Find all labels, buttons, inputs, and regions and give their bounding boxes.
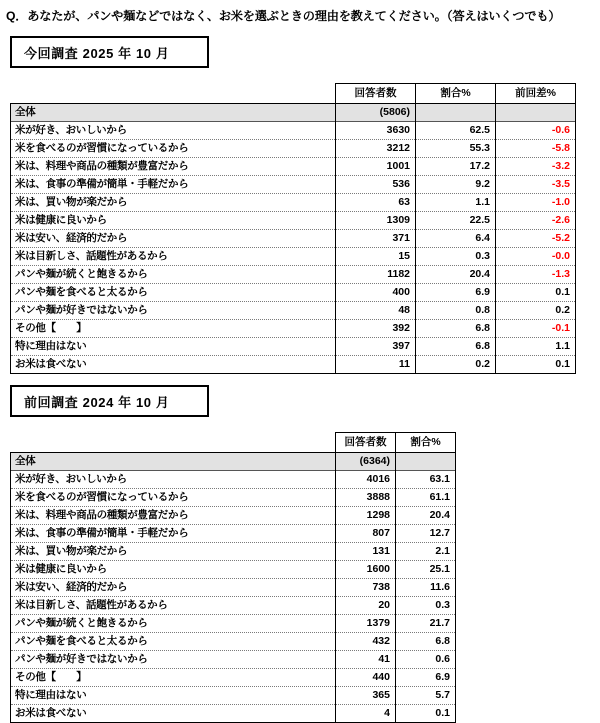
row-percent [416,104,496,122]
row-percent: 0.6 [396,651,456,669]
row-label: お米は食べない [11,356,336,374]
row-label: パンや麺が続くと飽きるから [11,615,336,633]
row-percent: 17.2 [416,158,496,176]
row-label: 米は健康に良いから [11,561,336,579]
table-row [11,669,456,687]
table-current-survey [10,83,576,374]
table-row [11,140,576,158]
table-row [11,194,576,212]
row-count: 20 [336,597,396,615]
row-diff: -2.6 [496,212,576,230]
row-count: (5806) [336,104,416,122]
row-percent: 11.6 [396,579,456,597]
row-count: 440 [336,669,396,687]
row-count: 392 [336,320,416,338]
table-row [11,633,456,651]
row-count: 400 [336,284,416,302]
table-row [11,284,576,302]
row-label: 米が好き、おいしいから [11,122,336,140]
row-label: 特に理由はない [11,338,336,356]
row-count: 4016 [336,471,396,489]
row-percent: 62.5 [416,122,496,140]
row-label: 米は安い、経済的だから [11,579,336,597]
table-row [11,615,456,633]
row-diff: -1.0 [496,194,576,212]
row-label: 米は、買い物が楽だから [11,194,336,212]
section-title-previous-survey: 前回調査 2024 年 10 月 [10,385,209,417]
row-label: パンや麺を食べると太るから [11,633,336,651]
table-row [11,597,456,615]
row-percent: 6.9 [396,669,456,687]
row-diff [496,104,576,122]
table-row [11,158,576,176]
row-label: 特に理由はない [11,687,336,705]
table-row [11,651,456,669]
row-label: 米を食べるのが習慣になっているから [11,140,336,158]
table-header-row [11,84,576,104]
row-percent [396,453,456,471]
row-count: 3630 [336,122,416,140]
row-count: 1309 [336,212,416,230]
row-diff: -1.3 [496,266,576,284]
row-label: 米は健康に良いから [11,212,336,230]
table-row [11,338,576,356]
row-percent: 6.8 [416,338,496,356]
row-diff: -3.5 [496,176,576,194]
row-count: 41 [336,651,396,669]
row-percent: 0.2 [416,356,496,374]
row-percent: 55.3 [416,140,496,158]
question-heading: Q．あなたが、パンや麺などではなく、お米を選ぶときの理由を教えてください。（答えはいくつでも） [6,9,561,23]
row-count: 3888 [336,489,396,507]
row-label: お米は食べない [11,705,336,723]
row-count: 63 [336,194,416,212]
table-row [11,543,456,561]
row-diff: -5.8 [496,140,576,158]
table-previous-survey [10,432,456,723]
row-count: 536 [336,176,416,194]
table-row [11,525,456,543]
row-percent: 0.3 [416,248,496,266]
row-count: 1001 [336,158,416,176]
row-label: 米が好き、おいしいから [11,471,336,489]
row-label: 米は、食事の準備が簡単・手軽だから [11,525,336,543]
row-percent: 22.5 [416,212,496,230]
row-percent: 0.8 [416,302,496,320]
row-percent: 1.1 [416,194,496,212]
table-row [11,266,576,284]
row-label: その他【 】 [11,320,336,338]
row-diff: -0.0 [496,248,576,266]
row-count: 1600 [336,561,396,579]
row-count: 432 [336,633,396,651]
table-row [11,302,576,320]
row-count: 397 [336,338,416,356]
row-diff: -5.2 [496,230,576,248]
row-diff: -3.2 [496,158,576,176]
row-count: 371 [336,230,416,248]
row-diff: 0.1 [496,284,576,302]
row-percent: 20.4 [416,266,496,284]
row-percent: 0.1 [396,705,456,723]
row-count: 1298 [336,507,396,525]
row-label: パンや麺が好きではないから [11,302,336,320]
row-label: 米は、料理や商品の種類が豊富だから [11,158,336,176]
row-label: 全体 [11,104,336,122]
row-count: 365 [336,687,396,705]
row-count: 3212 [336,140,416,158]
row-label: 米は、食事の準備が簡単・手軽だから [11,176,336,194]
row-percent: 6.8 [396,633,456,651]
row-percent: 12.7 [396,525,456,543]
table-row [11,248,576,266]
row-percent: 20.4 [396,507,456,525]
table-row [11,230,576,248]
row-label: その他【 】 [11,669,336,687]
row-count: 738 [336,579,396,597]
row-diff: 0.1 [496,356,576,374]
row-label: 米は、料理や商品の種類が豊富だから [11,507,336,525]
section-title-current-survey: 今回調査 2025 年 10 月 [10,36,209,68]
table-row [11,579,456,597]
table-row [11,212,576,230]
row-label: パンや麺を食べると太るから [11,284,336,302]
row-label: 米を食べるのが習慣になっているから [11,489,336,507]
table-header-row [11,433,456,453]
row-percent: 6.4 [416,230,496,248]
row-label: 米は、買い物が楽だから [11,543,336,561]
table-row [11,507,456,525]
row-percent: 9.2 [416,176,496,194]
row-diff: -0.6 [496,122,576,140]
row-count: 11 [336,356,416,374]
table-row [11,471,456,489]
row-count: 4 [336,705,396,723]
table-row [11,122,576,140]
table-row [11,561,456,579]
column-header-label [11,433,336,453]
row-count: 131 [336,543,396,561]
row-percent: 6.9 [416,284,496,302]
column-header-percent: 割合% [416,84,496,104]
row-count: 1182 [336,266,416,284]
row-diff: -0.1 [496,320,576,338]
row-label: 米は目新しさ、話題性があるから [11,597,336,615]
row-label: 米は安い、経済的だから [11,230,336,248]
row-percent: 63.1 [396,471,456,489]
row-count: 15 [336,248,416,266]
column-header-count: 回答者数 [336,84,416,104]
row-diff: 0.2 [496,302,576,320]
row-percent: 2.1 [396,543,456,561]
row-count: (6364) [336,453,396,471]
row-label: 米は目新しさ、話題性があるから [11,248,336,266]
column-header-label [11,84,336,104]
row-percent: 61.1 [396,489,456,507]
table-row [11,453,456,471]
row-percent: 6.8 [416,320,496,338]
row-label: 全体 [11,453,336,471]
table-row [11,176,576,194]
column-header-percent: 割合% [396,433,456,453]
column-header-diff: 前回差% [496,84,576,104]
table-row [11,320,576,338]
table-row [11,356,576,374]
row-label: パンや麺が好きではないから [11,651,336,669]
row-count: 1379 [336,615,396,633]
row-percent: 21.7 [396,615,456,633]
row-percent: 5.7 [396,687,456,705]
table-row [11,705,456,723]
row-label: パンや麺が続くと飽きるから [11,266,336,284]
row-percent: 25.1 [396,561,456,579]
row-count: 807 [336,525,396,543]
column-header-count: 回答者数 [336,433,396,453]
row-count: 48 [336,302,416,320]
table-row [11,104,576,122]
row-diff: 1.1 [496,338,576,356]
row-percent: 0.3 [396,597,456,615]
table-row [11,489,456,507]
